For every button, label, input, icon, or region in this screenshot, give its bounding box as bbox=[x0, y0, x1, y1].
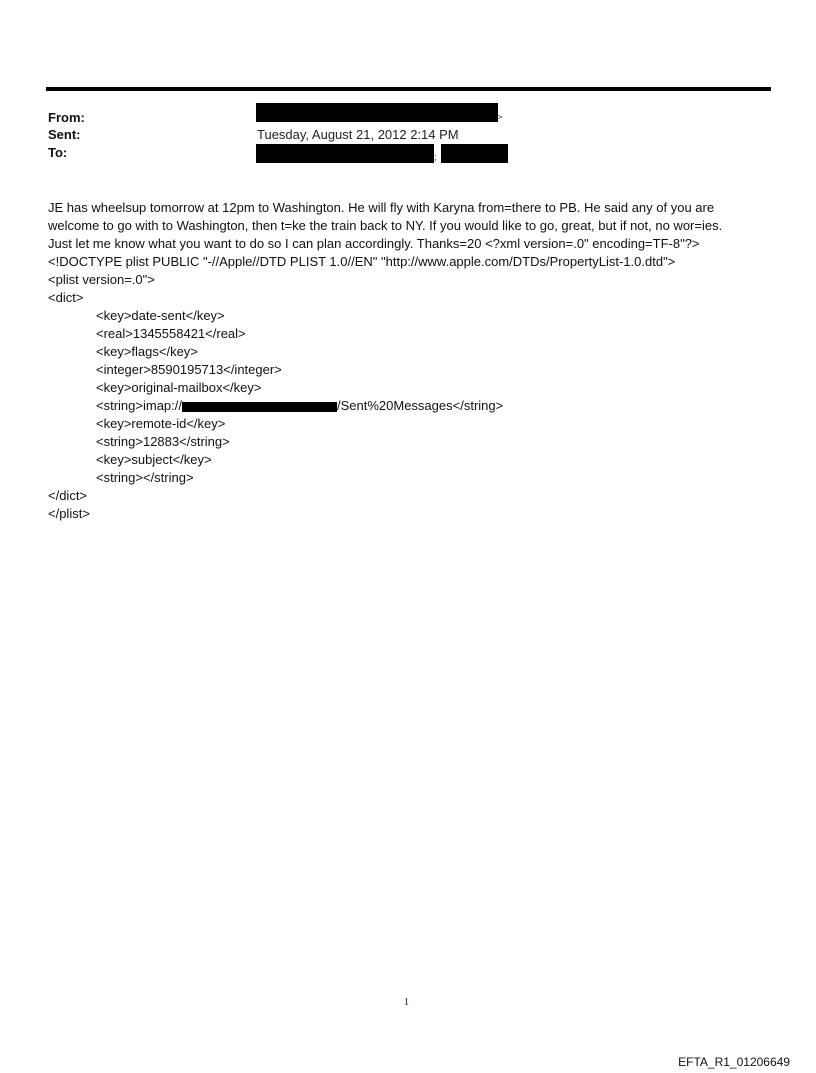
dict-line: <string></string> bbox=[96, 470, 194, 485]
dict-line: <integer>8590195713</integer> bbox=[96, 362, 282, 377]
dict-line: <string>12883</string> bbox=[96, 434, 230, 449]
to-separator: ; bbox=[434, 152, 437, 162]
mailbox-suffix: /Sent%20Messages</string> bbox=[337, 398, 504, 413]
from-redaction bbox=[256, 103, 498, 122]
dict-line: <key>subject</key> bbox=[96, 452, 212, 467]
dict-line: <real>1345558421</real> bbox=[96, 326, 246, 341]
page-number: 1 bbox=[404, 997, 409, 1008]
dict-line: <key>original-mailbox</key> bbox=[96, 380, 262, 395]
dict-line: <key>flags</key> bbox=[96, 344, 198, 359]
from-tail: > bbox=[497, 112, 503, 122]
mailbox-prefix: <string>imap:// bbox=[96, 398, 182, 413]
body-line: <dict> bbox=[48, 290, 84, 305]
closing-line: </dict> bbox=[48, 488, 88, 503]
mailbox-line bbox=[48, 397, 770, 415]
body-line: <plist version=.0"> bbox=[48, 272, 155, 287]
body-line: welcome to go with to Washington, then t=ke the train back to NY. If you would like to go, great, but if not, no wor=ies. bbox=[48, 218, 723, 233]
sent-value: Tuesday, August 21, 2012 2:14 PM bbox=[257, 127, 459, 142]
mailbox-redaction bbox=[182, 402, 337, 412]
body-line: JE has wheelsup tomorrow at 12pm to Washington. He will fly with Karyna from=there to PB. He said any of you are bbox=[48, 200, 715, 215]
bates-number: EFTA_R1_01206649 bbox=[678, 1055, 790, 1069]
sent-label: Sent: bbox=[48, 127, 81, 142]
to-redaction-2 bbox=[441, 144, 508, 163]
dict-line: <key>remote-id</key> bbox=[96, 416, 226, 431]
dict-line: <key>date-sent</key> bbox=[96, 308, 225, 323]
body-line: Just let me know what you want to do so I can plan accordingly. Thanks=20 <?xml version=.0" encoding=TF-8"?> bbox=[48, 236, 700, 251]
message-body bbox=[48, 199, 770, 523]
to-redaction-1 bbox=[256, 144, 434, 163]
to-label: To: bbox=[48, 145, 68, 160]
from-label: From: bbox=[48, 110, 85, 125]
body-line: <!DOCTYPE plist PUBLIC "-//Apple//DTD PLIST 1.0//EN" "http://www.apple.com/DTDs/PropertyList-1.0.dtd"> bbox=[48, 254, 676, 269]
top-rule bbox=[46, 87, 771, 91]
closing-line: </plist> bbox=[48, 506, 90, 521]
